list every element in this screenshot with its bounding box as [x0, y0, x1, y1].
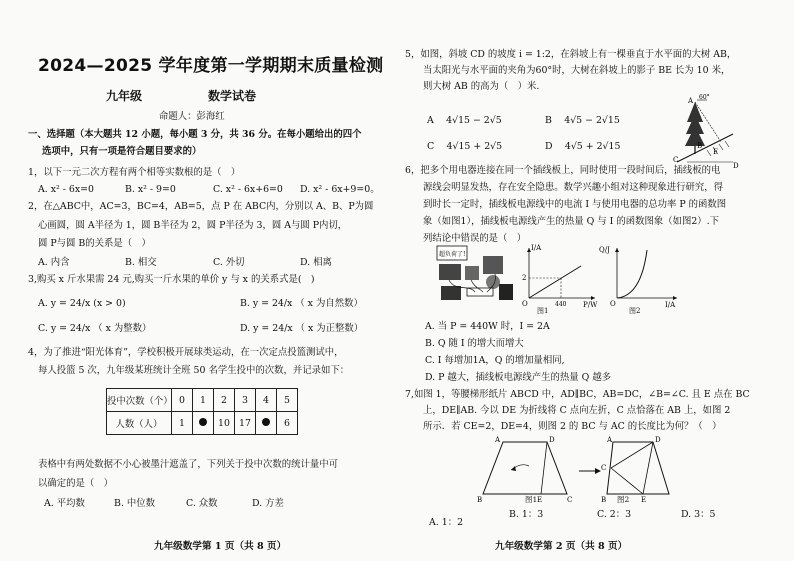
graph-heat-vs-current	[599, 244, 681, 309]
q3-option-b: B. y = 24/x （ x 为自然数）	[240, 298, 363, 309]
q4-option-c: C. 众数	[186, 498, 218, 509]
q7-line-2: 上，DE∥AB. 今以 DE 为折线将 C 点向左折，C 点恰落在 AB 上，如图 2	[423, 405, 731, 416]
q4-line-1: 4，为了推进“阳光体育”，学校积极开展球类运动，在一次定点投篮测试中，	[28, 347, 344, 358]
q6-option-d: D. P 越大，插线板电源线产生的热量 Q 越多	[425, 372, 612, 383]
fig7b-label-d: D	[655, 436, 661, 444]
fig7b-label-c: C	[601, 464, 607, 472]
fig6b-xlabel: I/A	[665, 301, 676, 309]
fig5-label-c: C	[673, 156, 679, 164]
ink-blot-cell	[256, 412, 277, 435]
fig7a-label-c: C	[567, 496, 573, 504]
fig7a-caption: 图1	[525, 495, 538, 504]
q4-after-1: 表格中有两处数据不小心被墨汁遮盖了，下列关于投中次数的统计量中可	[38, 459, 339, 470]
q7-option-b: B. 1：3	[509, 509, 544, 520]
q7-option-c: C. 2：3	[597, 509, 632, 520]
q4-line-2: 每人投篮 5 次，九年级某班统计全班 50 名学生投中的次数，并记录如下：	[38, 365, 350, 376]
exam-title: 2024—2025 学年度第一学期期末质量检测	[38, 56, 384, 76]
q3-option-c: C. y = 24/x （ x 为整数）	[38, 323, 152, 334]
q5-option-a: A 4√15 − 2√5	[427, 115, 502, 126]
q7-line-3: 所示．若 CE=2，DE=4，则图 2 的 BC 与 AC 的长度比为何？（ ）	[423, 421, 722, 432]
fig7b-label-e: E	[641, 496, 647, 504]
fig5-label-b: B	[697, 142, 703, 150]
q1-option-c: C. x² - 6x+6=0	[213, 184, 283, 195]
appliances-illustration	[435, 244, 517, 306]
q7-option-a: A. 1：2	[429, 517, 464, 528]
grade-label: 九年级	[106, 89, 143, 103]
table-cell: 3	[235, 389, 256, 412]
fig7b-label-a: A	[607, 436, 613, 444]
graph-current-vs-power	[519, 244, 599, 308]
fig6b-caption: 图2	[629, 307, 641, 315]
ink-blot-cell	[193, 412, 214, 435]
table-row	[107, 412, 298, 435]
footer-left: 九年级数学第 1 页（共 8 页）	[154, 541, 287, 552]
q1-option-b: B. x² - 9=0	[125, 184, 176, 195]
table-cell: 1	[172, 412, 193, 435]
table-cell: 4	[256, 389, 277, 412]
table-cell: 2	[214, 389, 235, 412]
q4-option-b: B. 中位数	[114, 498, 155, 509]
fig6b-ylabel: Q/J	[599, 246, 610, 254]
fig7a-label-e: E	[537, 496, 543, 504]
q6-line-1: 6，把多个用电器连接在同一个插线板上，同时使用一段时间后，插线板的电	[405, 165, 721, 176]
fig5-label-angle: 60°	[699, 94, 710, 101]
fig7b-caption: 图2	[617, 495, 630, 504]
q6-line-3: 到时长一定时，插线板电源线中的电流 I 与使用电器的总功率 P 的函数图	[423, 199, 727, 210]
q2-option-d: D. 相离	[300, 257, 332, 268]
fig5-label-e: E	[713, 148, 719, 156]
table-cell: 0	[172, 389, 193, 412]
q2-line-2: 心画圆，圆 A半径为 1，圆 B半径为 2，圆 P半径为 3，圆 A与圆 P内切，	[38, 220, 348, 231]
q5-option-d: D 4√5 + 2√15	[545, 141, 621, 152]
trapezoid-figure-2	[603, 436, 673, 506]
table-header-cell: 人数（人）	[107, 412, 172, 435]
overload-sign: 超负荷了!	[439, 251, 466, 258]
footer-right: 九年级数学第 2 页（共 8 页）	[495, 541, 628, 552]
q1-option-d: D. x² - 6x+9=0。	[300, 184, 380, 195]
q1-stem: 1，以下一元二次方程有两个相等实数根的是（ ）	[28, 167, 241, 178]
q7-line-1: 7,如图 1，等腰梯形纸片 ABCD 中，AD∥BC，AB=DC，∠B=∠C. 且 E 点在 BC	[405, 389, 750, 400]
table-cell: 10	[214, 412, 235, 435]
q5-option-b: B 4√5 − 2√15	[545, 115, 620, 126]
subject-label: 数学试卷	[208, 89, 257, 103]
setter-label: 命题人：彭海红	[159, 111, 225, 122]
q6-option-a: A. 当 P = 440W 时，I = 2A	[425, 321, 550, 332]
q4-option-d: D. 方差	[252, 498, 284, 509]
section-heading-2: 选项中，只有一项是符合题目要求的）	[42, 146, 202, 157]
fig6a-ytick: 2	[522, 274, 527, 282]
q6-option-c: C. I 每增加1A，Q 的增加量相同,	[425, 355, 565, 366]
q6-option-b: B. Q 随 I 的增大而增大	[425, 338, 524, 349]
fig7a-label-b: B	[477, 496, 483, 504]
q6-line-4: 象（如图1），插线板电源线产生的热量 Q 与 I 的函数图象（如图2）.下	[423, 216, 720, 227]
q4-after-2: 以确定的是（ ）	[38, 478, 114, 489]
q3-option-d: D. y = 24/x （ x 为正整数）	[240, 323, 364, 334]
table-cell: 17	[235, 412, 256, 435]
q3-option-a: A. y = 24/x (x > 0)	[38, 298, 126, 309]
fig6a-origin: O	[522, 300, 528, 308]
table-cell: 5	[277, 389, 298, 412]
q5-option-c: C 4√15 + 2√5	[427, 141, 503, 152]
fig6a-xlabel: P/W	[583, 301, 598, 309]
slope-tree-figure	[673, 90, 747, 170]
q5-line-2: 当太阳光与水平面的夹角为60°时，大树在斜坡上的影子 BE 长为 10 米，	[423, 65, 731, 76]
fig5-label-d: D	[733, 162, 739, 170]
table-cell: 6	[277, 412, 298, 435]
q2-option-c: C. 外切	[213, 257, 245, 268]
ink-blot-icon	[199, 418, 207, 426]
table-cell: 1	[193, 389, 214, 412]
fig7a-label-d: D	[549, 436, 555, 444]
fig6b-origin: O	[610, 300, 616, 308]
fig6a-xtick: 440	[555, 301, 567, 308]
section-heading: 一、选择题（本大题共 12 小题，每小题 3 分，共 36 分。在每小题给出的四个	[28, 129, 362, 140]
fig7b-label-b: B	[601, 496, 607, 504]
q7-option-d: D. 3：5	[681, 509, 716, 520]
fig6a-caption: 图1	[537, 307, 549, 315]
page-right	[397, 0, 794, 561]
arrow-icon	[579, 466, 601, 476]
fig5-label-a: A	[688, 97, 694, 105]
q2-option-b: B. 相交	[125, 257, 157, 268]
q2-line-3: 圆 P与圆 B的关系是（ ）	[38, 238, 151, 249]
q5-line-3: 则大树 AB 的高为（ ）米.	[423, 81, 540, 92]
q4-option-a: A. 平均数	[44, 498, 85, 509]
q6-line-2: 源线会明显发热，存在安全隐患。数学兴趣小组对这种现象进行研究，得	[423, 182, 724, 193]
table-header-cell: 投中次数（个）	[107, 389, 172, 412]
table-row	[107, 389, 298, 412]
q2-option-a: A. 内含	[38, 257, 70, 268]
fig6a-ylabel: I/A	[531, 244, 542, 252]
q6-line-5: 列结论中错误的是（ ）	[423, 233, 527, 244]
q3-stem: 3,购买 x 斤水果需 24 元,购买一斤水果的单价 y 与 x 的关系式是( )	[28, 274, 315, 285]
q2-line-1: 2，在△ABC中，AC=3，BC=4，AB=5，点 P 在 ABC内，分别以 A、B、P为圆	[28, 201, 374, 212]
frequency-table	[106, 388, 298, 435]
ink-blot-icon	[262, 418, 270, 426]
q1-option-a: A. x² - 6x=0	[38, 184, 94, 195]
fig7a-label-a: A	[495, 436, 501, 444]
q5-line-1: 5，如图，斜坡 CD 的坡度 i = 1:2，在斜坡上有一棵垂直于水平面的大树 AB，	[405, 49, 737, 60]
